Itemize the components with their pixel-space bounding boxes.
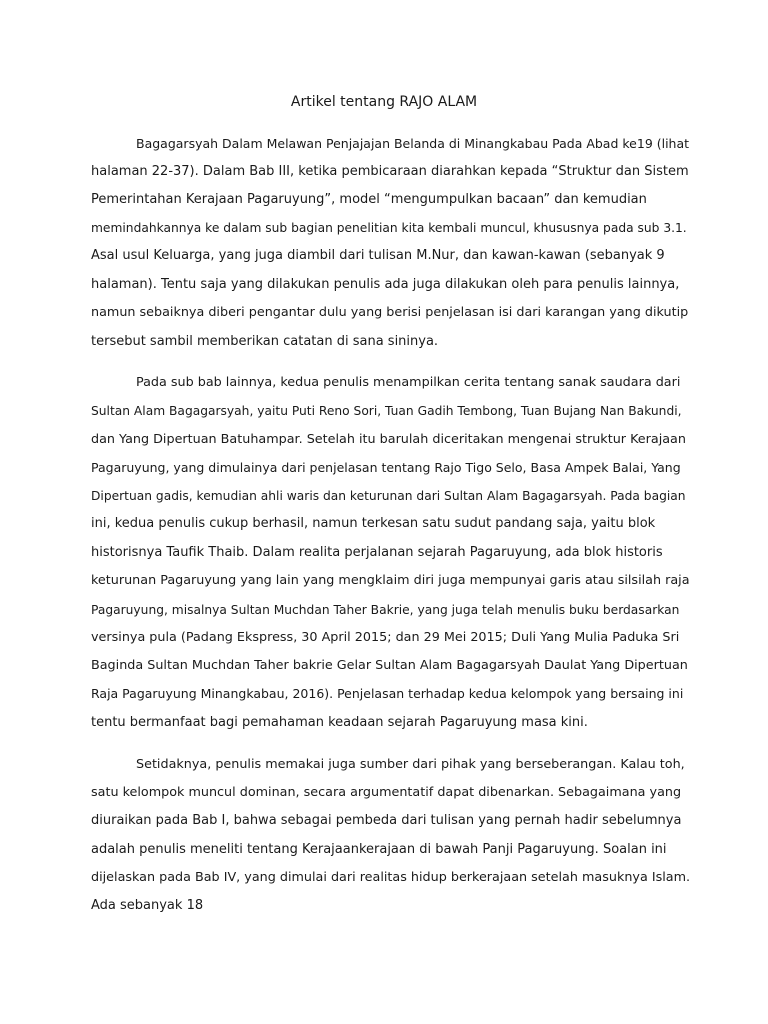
paragraph-line: Baginda Sultan Muchdan Taher bakrie Gelar Sultan Alam Bagagarsyah Daulat Yang Dipertuan bbox=[91, 658, 688, 673]
paragraph-line: tersebut sambil memberikan catatan di sana sininya. bbox=[91, 334, 439, 349]
paragraph-line: keturunan Pagaruyung yang lain yang mengklaim diri juga mempunyai garis atau silsilah raja bbox=[91, 573, 690, 588]
paragraph-line: Pagaruyung, misalnya Sultan Muchdan Taher Bakrie, yang juga telah menulis buku berdasarkan bbox=[91, 603, 680, 617]
paragraph-line: Asal usul Keluarga, yang juga diambil dari tulisan M.Nur, dan kawan-kawan (sebanyak 9 bbox=[91, 248, 665, 263]
paragraph-line: adalah penulis meneliti tentang Kerajaankerajaan di bawah Panji Pagaruyung. Soalan ini bbox=[91, 842, 667, 857]
paragraph-line: satu kelompok muncul dominan, secara argumentatif dapat dibenarkan. Sebagaimana yang bbox=[91, 785, 682, 800]
paragraph-line: Ada sebanyak 18 bbox=[91, 898, 204, 913]
paragraph-line: namun sebaiknya diberi pengantar dulu yang berisi penjelasan isi dari karangan yang dikutip bbox=[91, 305, 689, 320]
paragraph-line: halaman). Tentu saja yang dilakukan penulis ada juga dilakukan oleh para penulis lainnya, bbox=[91, 277, 680, 292]
paragraph-line: dan Yang Dipertuan Batuhampar. Setelah itu barulah diceritakan mengenai struktur Kerajaan bbox=[91, 432, 686, 447]
paragraph-line: diuraikan pada Bab I, bahwa sebagai pembeda dari tulisan yang pernah hadir sebelumnya bbox=[91, 813, 682, 828]
document-title: Artikel tentang RAJO ALAM bbox=[290, 94, 478, 110]
paragraph-line: ini, kedua penulis cukup berhasil, namun terkesan satu sudut pandang saja, yaitu blok bbox=[91, 516, 656, 531]
paragraph-line: versinya pula (Padang Ekspress, 30 April 2015; dan 29 Mei 2015; Duli Yang Mulia Paduka Sri bbox=[91, 630, 680, 645]
paragraph-line: Sultan Alam Bagagarsyah, yaitu Puti Reno Sori, Tuan Gadih Tembong, Tuan Bujang Nan Bakundi, bbox=[91, 404, 682, 418]
paragraph-line: tentu bermanfaat bagi pemahaman keadaan sejarah Pagaruyung masa kini. bbox=[91, 715, 588, 730]
paragraph-line: Pagaruyung, yang dimulainya dari penjelasan tentang Rajo Tigo Selo, Basa Ampek Balai, Yang bbox=[91, 460, 681, 475]
paragraph-line: Raja Pagaruyung Minangkabau, 2016). Penjelasan terhadap kedua kelompok yang bersaing ini bbox=[91, 686, 684, 701]
paragraph-line: Bagagarsyah Dalam Melawan Penjajajan Belanda di Minangkabau Pada Abad ke19 (lihat bbox=[136, 136, 690, 151]
paragraph-line: dijelaskan pada Bab IV, yang dimulai dari realitas hidup berkerajaan setelah masuknya Islam. bbox=[91, 870, 691, 885]
paragraph-line: Setidaknya, penulis memakai juga sumber dari pihak yang berseberangan. Kalau toh, bbox=[136, 757, 685, 772]
paragraph-line: Pada sub bab lainnya, kedua penulis menampilkan cerita tentang sanak saudara dari bbox=[136, 375, 681, 390]
paragraph-line: Dipertuan gadis, kemudian ahli waris dan keturunan dari Sultan Alam Bagagarsyah. Pada bagian bbox=[91, 489, 686, 503]
paragraph-line: historisnya Taufik Thaib. Dalam realita perjalanan sejarah Pagaruyung, ada blok historis bbox=[91, 545, 663, 560]
paragraph-line: Pemerintahan Kerajaan Pagaruyung”, model “mengumpulkan bacaan” dan kemudian bbox=[91, 192, 647, 207]
paragraph-line: memindahkannya ke dalam sub bagian penelitian kita kembali muncul, khususnya pada sub 3.1. bbox=[91, 221, 687, 235]
paragraph-line: halaman 22-37). Dalam Bab III, ketika pembicaraan diarahkan kepada “Struktur dan Sistem bbox=[91, 164, 689, 179]
